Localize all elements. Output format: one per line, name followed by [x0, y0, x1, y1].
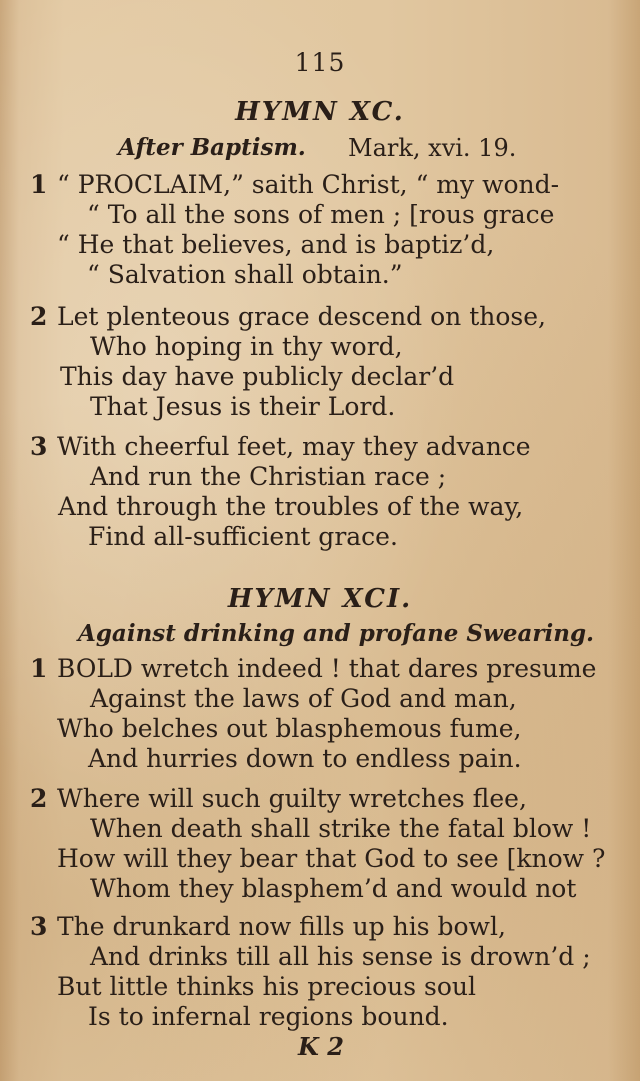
verse-number: 3: [30, 432, 48, 461]
verse-line: Who hoping in thy word,: [90, 332, 403, 361]
verse-line: Find all-sufficient grace.: [88, 522, 398, 551]
verse-line: “ PROCLAIM,” saith Christ, “ my wond-: [57, 170, 560, 199]
hymn-subtitle: Against drinking and profane Swearing.: [78, 620, 595, 647]
verse-line: Let plenteous grace descend on those,: [57, 302, 547, 331]
verse-line: Who belches out blasphemous fume,: [57, 714, 522, 743]
verse-line: And drinks till all his sense is drown’d ;: [90, 942, 591, 971]
verse-line: Where will such guilty wretches flee,: [57, 784, 527, 813]
verse-line: But little thinks his precious soul: [57, 972, 476, 1001]
hymn-title: HYMN XCI.: [227, 584, 413, 614]
verse-line: Is to infernal regions bound.: [88, 1002, 449, 1031]
verse-line: How will they bear that God to see [know ?: [57, 844, 606, 873]
verse-number: 1: [30, 654, 48, 683]
verse-number: 1: [30, 170, 48, 199]
verse-line: The drunkard now fills up his bowl,: [57, 912, 506, 941]
verse-line: Whom they blasphem’d and would not: [90, 874, 577, 903]
verse-line: “ Salvation shall obtain.”: [87, 260, 403, 289]
verse-number: 2: [30, 302, 48, 331]
verse-line: With cheerful feet, may they advance: [57, 432, 531, 461]
verse-line: “ To all the sons of men ; [rous grace: [87, 200, 555, 229]
verse-line: This day have publicly declar’d: [60, 362, 455, 391]
verse-line: And hurries down to endless pain.: [88, 744, 522, 773]
hymn-subtitle: After Baptism.: [118, 134, 306, 161]
signature-mark: K 2: [298, 1032, 344, 1061]
page-number: 115: [294, 48, 346, 77]
verse-line: And run the Christian race ;: [90, 462, 447, 491]
verse-line: Against the laws of God and man,: [90, 684, 517, 713]
verse-number: 2: [30, 784, 48, 813]
verse-line: BOLD wretch indeed ! that dares presume: [57, 654, 597, 683]
verse-number: 3: [30, 912, 48, 941]
hymn-title: HYMN XC.: [235, 97, 405, 127]
verse-line: “ He that believes, and is baptiz’d,: [57, 230, 495, 259]
scripture-reference: Mark, xvi. 19.: [348, 134, 517, 162]
verse-line: And through the troubles of the way,: [58, 492, 524, 521]
verse-line: When death shall strike the fatal blow !: [90, 814, 592, 843]
verse-line: That Jesus is their Lord.: [90, 392, 396, 421]
